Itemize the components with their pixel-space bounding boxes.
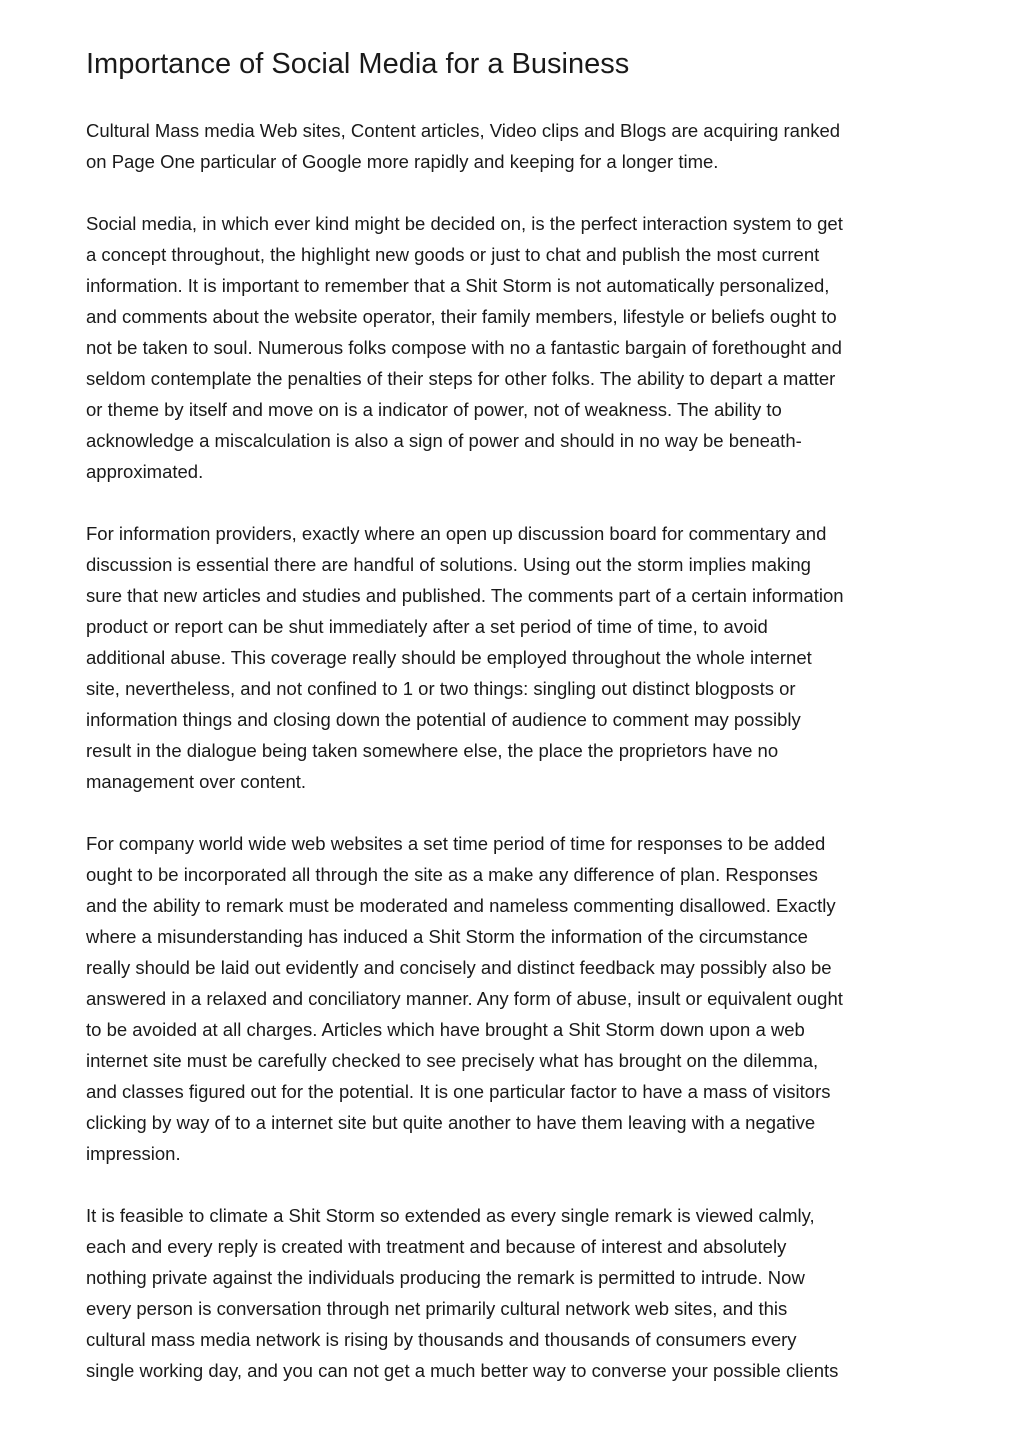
paragraph — [86, 208, 956, 487]
text-line: management over content. — [86, 771, 307, 792]
text-line: additional abuse. This coverage really should be employed throughout the whole internet — [86, 647, 812, 668]
text-line: single working day, and you can not get a much better way to converse your possible clients — [86, 1360, 839, 1381]
text-line: cultural mass media network is rising by thousands and thousands of consumers every — [86, 1329, 797, 1350]
text-line: acknowledge a miscalculation is also a sign of power and should in no way be beneath- — [86, 430, 802, 451]
text-line: It is feasible to climate a Shit Storm so extended as every single remark is viewed calmly, — [86, 1205, 815, 1226]
text-line: result in the dialogue being taken somewhere else, the place the proprietors have no — [86, 740, 779, 761]
text-line: nothing private against the individuals producing the remark is permitted to intrude. Now — [86, 1267, 805, 1288]
text-line: ought to be incorporated all through the site as a make any difference of plan. Responses — [86, 864, 818, 885]
text-line: For information providers, exactly where an open up discussion board for commentary and — [86, 523, 827, 544]
text-line: Cultural Mass media Web sites, Content articles, Video clips and Blogs are acquiring ranked — [86, 120, 841, 141]
text-line: site, nevertheless, and not confined to 1 or two things: singling out distinct blogposts or — [86, 678, 796, 699]
text-line: and comments about the website operator, their family members, lifestyle or beliefs ought to — [86, 306, 837, 327]
paragraph-spacer — [86, 1169, 956, 1200]
text-line: seldom contemplate the penalties of their steps for other folks. The ability to depart a matter — [86, 368, 836, 389]
paragraph-spacer — [86, 177, 956, 208]
text-line: product or report can be shut immediately after a set period of time of time, to avoid — [86, 616, 768, 637]
paragraph — [86, 828, 956, 1169]
text-line: clicking by way of to a internet site but quite another to have them leaving with a negative — [86, 1112, 816, 1133]
paragraph — [86, 518, 956, 797]
text-line: on Page One particular of Google more rapidly and keeping for a longer time. — [86, 151, 719, 172]
text-line: impression. — [86, 1143, 181, 1164]
paragraph — [86, 1200, 956, 1386]
text-line: For company world wide web websites a set time period of time for responses to be added — [86, 833, 826, 854]
text-line: internet site must be carefully checked to see precisely what has brought on the dilemma, — [86, 1050, 819, 1071]
text-line: discussion is essential there are handful of solutions. Using out the storm implies making — [86, 554, 811, 575]
text-line: and classes figured out for the potential. It is one particular factor to have a mass of visitors — [86, 1081, 831, 1102]
text-line: every person is conversation through net primarily cultural network web sites, and this — [86, 1298, 788, 1319]
text-line: Social media, in which ever kind might be decided on, is the perfect interaction system to get — [86, 213, 843, 234]
text-line: a concept throughout, the highlight new goods or just to chat and publish the most current — [86, 244, 820, 265]
document-body — [86, 115, 956, 1386]
text-line: or theme by itself and move on is a indicator of power, not of weakness. The ability to — [86, 399, 782, 420]
paragraph-spacer — [86, 487, 956, 518]
paragraph — [86, 115, 956, 177]
text-line: really should be laid out evidently and concisely and distinct feedback may possibly also be — [86, 957, 832, 978]
text-line: answered in a relaxed and conciliatory manner. Any form of abuse, insult or equivalent ought — [86, 988, 843, 1009]
text-line: each and every reply is created with treatment and because of interest and absolutely — [86, 1236, 787, 1257]
text-line: not be taken to soul. Numerous folks compose with no a fantastic bargain of forethought and — [86, 337, 842, 358]
text-line: and the ability to remark must be moderated and nameless commenting disallowed. Exactly — [86, 895, 836, 916]
text-line: information things and closing down the potential of audience to comment may possibly — [86, 709, 801, 730]
page-title: Importance of Social Media for a Business — [86, 48, 630, 80]
text-line: where a misunderstanding has induced a Shit Storm the information of the circumstance — [86, 926, 808, 947]
text-line: sure that new articles and studies and published. The comments part of a certain information — [86, 585, 844, 606]
text-line: to be avoided at all charges. Articles which have brought a Shit Storm down upon a web — [86, 1019, 805, 1040]
text-line: information. It is important to remember that a Shit Storm is not automatically personalized, — [86, 275, 830, 296]
paragraph-spacer — [86, 797, 956, 828]
text-line: approximated. — [86, 461, 204, 482]
